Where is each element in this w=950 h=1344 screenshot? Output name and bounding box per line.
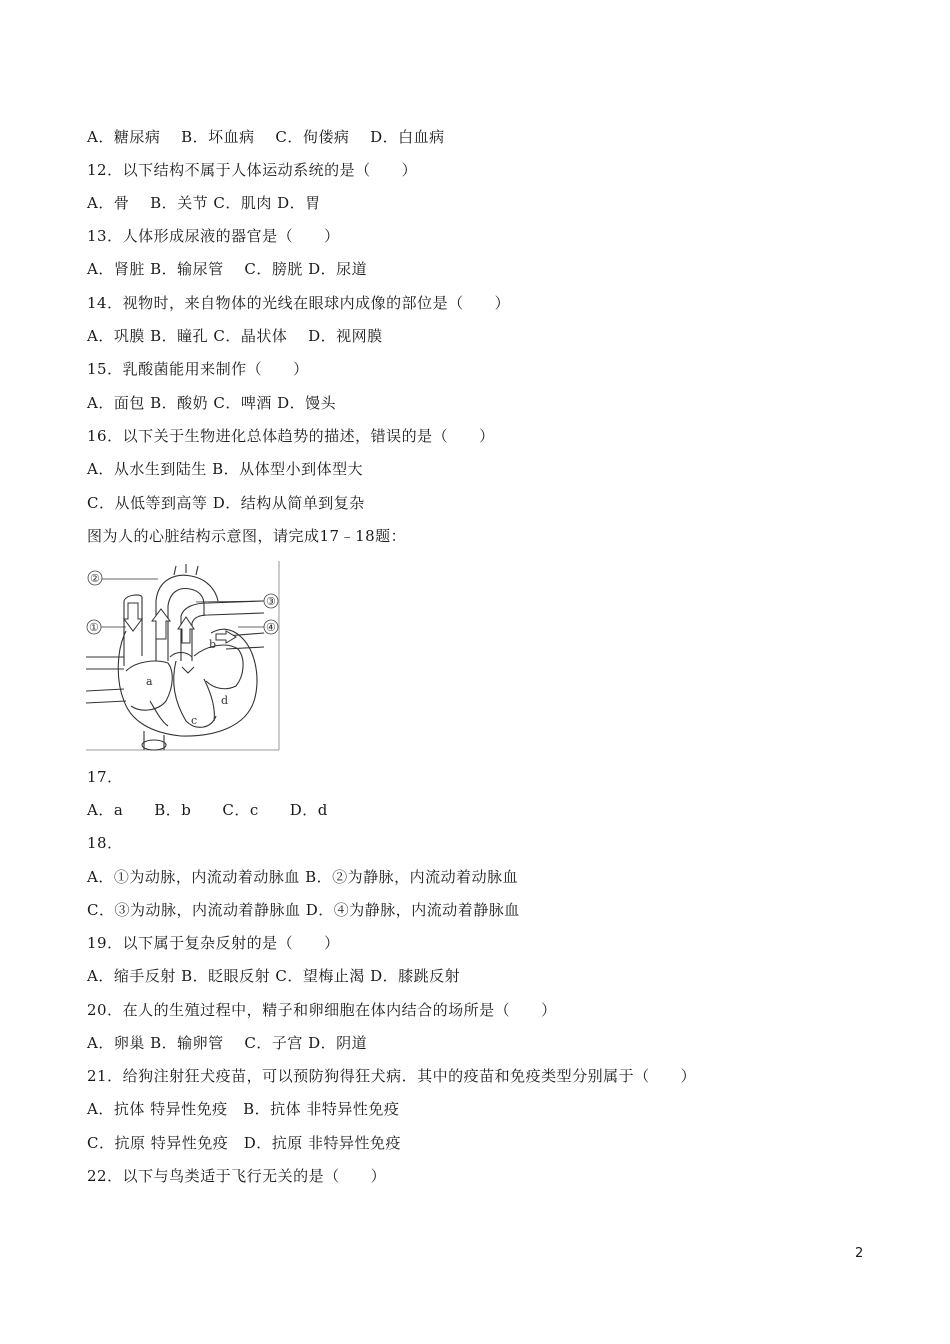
question-line: 22．以下与鸟类适于飞行无关的是（ ） [87,1167,387,1185]
chamber-a-label: a [146,675,153,688]
question-line: A．面包 B．酸奶 C．啤酒 D．馒头 [87,394,337,412]
heart-diagram [86,561,280,751]
marker-2-label: ② [90,572,100,585]
question-line: A．糖尿病 B．坏血病 C．佝偻病 D．白血病 [87,128,445,146]
question-line: 12．以下结构不属于人体运动系统的是（ ） [87,161,418,179]
question-line: C．③为动脉，内流动着静脉血 D．④为静脉，内流动着静脉血 [87,901,520,919]
question-line: 14．视物时，来自物体的光线在眼球内成像的部位是（ ） [87,294,511,312]
question-line: A．骨 B．关节 C．肌肉 D．胃 [87,194,321,212]
page-number: 2 [855,1246,864,1261]
question-line: 19．以下属于复杂反射的是（ ） [87,934,340,952]
question-line: A．抗体 特异性免疫 B．抗体 非特异性免疫 [87,1100,400,1118]
marker-4-label: ④ [266,621,276,634]
chamber-b-label: b [209,638,217,651]
question-line: A．①为动脉，内流动着动脉血 B．②为静脉，内流动着动脉血 [87,868,519,886]
question-line: A．从水生到陆生 B．从体型小到体型大 [87,460,364,478]
marker-1-label: ① [89,621,99,634]
question-line: 17． [87,768,123,786]
chamber-c-label: c [191,714,198,727]
question-line: 13．人体形成尿液的器官是（ ） [87,227,340,245]
question-line: A．肾脏 B．输尿管 C．膀胱 D．尿道 [87,260,368,278]
marker-3-label: ③ [266,595,276,608]
question-line: 图为人的心脏结构示意图，请完成17﹣18题： [87,527,407,545]
question-line: 21．给狗注射狂犬疫苗，可以预防狗得狂犬病．其中的疫苗和免疫类型分别属于（ ） [87,1067,697,1085]
question-line: A．巩膜 B．瞳孔 C．晶状体 D．视网膜 [87,327,383,345]
question-line: 16．以下关于生物进化总体趋势的描述，错误的是（ ） [87,427,495,445]
question-line: 15．乳酸菌能用来制作（ ） [87,360,309,378]
chamber-d-label: d [221,694,229,707]
question-line: C．从低等到高等 D．结构从简单到复杂 [87,494,365,512]
question-line: C．抗原 特异性免疫 D．抗原 非特异性免疫 [87,1134,402,1152]
question-line: A．缩手反射 B．眨眼反射 C．望梅止渴 D．膝跳反射 [87,967,461,985]
question-line: 18． [87,834,123,852]
question-line: A．a B．b C．c D．d [87,801,328,819]
question-line: A．卵巢 B．输卵管 C．子宫 D．阴道 [87,1034,368,1052]
question-line: 20．在人的生殖过程中，精子和卵细胞在体内结合的场所是（ ） [87,1001,557,1019]
